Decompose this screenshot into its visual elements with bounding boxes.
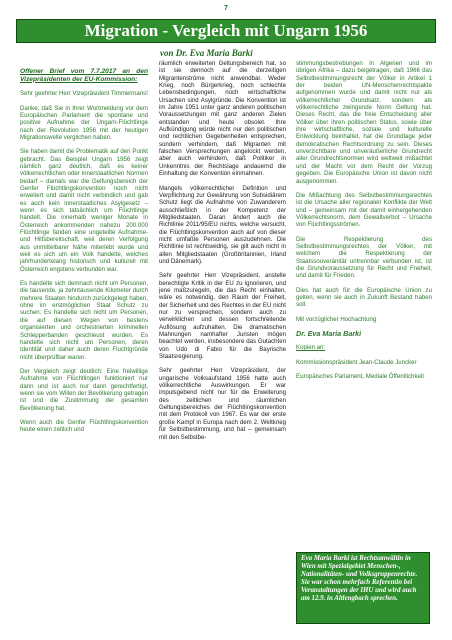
headline-banner: Migration - Vergleich mit Ungarn 1956 xyxy=(16,19,436,43)
paragraph: Sehr geehrter Herr Vizepräsident, der ungarische Volksaufstand 1956 hatte auch völkerrechtliche Auswirkungen. Er war impulsgebend nicht nur für die Erweiterung des zeitlichen und räumlichen Geltungsbereiches der Flüchtlingskonvention mit dem Protokoll von 1967. Es war der erste große Kampf in Europa nach dem 2. Weltkrieg für Selbstbestimmung, und hat – gemeinsam mit den Selbstbe- xyxy=(159,367,286,441)
article-column-2 xyxy=(159,60,286,448)
article-column-3 xyxy=(296,60,432,387)
paragraph: stimmungsbestrebungen in Algerien und im übrigen Afrika – dazu beigetragen, daß 1966 das Selbstbestimmungsrecht der Völker in Artikel 1 der beiden UN-Menschenrechtspakte aufgenommen wurde und damit nicht nur als völkerrechtlicher Grundsatz, sondern als völkerrechtliche zwingende Norm Geltung hat. Dieses Recht, das die freie Entscheidung aller Völker über ihren politischen Status, sowie über ihre wirtschaftliche, soziale und kulturelle Entwicklung beinhaltet, hat die Grundlage jeder demokratischen Rechtsordnung zu sein. Dieses unverzichtbare und unveräußerliche Grundrecht aller Grundrechtsnormen wird weltweit mißachtet und der Macht vor dem Recht der Vorzug gegeben. Die Europäische Union ist davon nicht ausgenommen. xyxy=(296,60,432,185)
article-column-1 xyxy=(20,68,148,441)
paragraph: Sehr geehrter Herr Vizepräsident, anstelle berechtigte Kritik in der EU zu ignorieren, und jene maßzuregeln, die das Recht einhalten, wäre es notwendig, den Raum der Freiheit, der Sicherheit und des Rechtes in der EU nicht nur zu versprechen, sondern auch zu verwirklichen und dessen fortschreitende Auflösung aufzuhalten. Die dramatischen Mahnungen namhafter Juristen mögen beachtet werden, insbesondere das Gutachten von Udo di Fabio für die Bayrische Staatsregierung. xyxy=(159,272,286,361)
signature: Dr. Eva Maria Barki xyxy=(296,329,362,338)
paragraph: Dies hat auch für die Europäische Union zu gelten, wenn sie auch in Zukunft Bestand haben soll. xyxy=(296,286,432,309)
paragraph: räumlich erweiterten Geltungsbereich hat, so ist sie dennoch auf die derzeitigen Migrantenströme nicht anwendbar. Weder Krieg, noch Bürgerkrieg, noch schlechte Lebensbedingungen, noch wirtschaftliche Ursachen sind Asylgründe. Die Konvention ist im Jahre 1951 unter ganz anderen politischen Voraussetzungen mit ganz anderen Zielen entstanden und heute obsolet. Ihre Aufkündigung würde nicht nur den politischen und rechtlichen Gegebenheiten entsprechen, sondern verhindern, daß Migranten mit falschen Versprechungen angelockt werden, aber auch verhindern, daß Politiker in Unkenntnis der Rechtslage andauernd die Einhaltung der Konvention einmahnen. xyxy=(159,60,286,178)
paragraph: Wenn auch die Genfer Flüchtlingskonvention heute einen zeitlich und xyxy=(20,418,148,434)
author-bio-box: Eva Maria Barki ist Rechtsanwältin in Wien mit Spezialgebiet Menschen-, Nationalitäten- und Volksgruppenrechte. Sie war schon mehrfach Referentin bei Veranstaltungen der IHU und wird auch am 12.9. in Altlengbach sprechen. xyxy=(296,552,430,624)
paragraph: Die Mißachtung des Selbstbestimmungsrechtes ist die Ursache aller regionalen Konflikte der Welt und – gemeinsam mit der damit einhergehenden Völkerrechtsnorm, dem Gewaltverbot – Ursache von Flüchtlingsströmen. xyxy=(296,191,432,229)
byline: von Dr. Eva Maria Barki xyxy=(160,48,253,58)
copies-recipient: Europäisches Parlament, Mediale Öffentlichkeit xyxy=(296,373,424,381)
paragraph: Mangels völkerrechtlicher Definition und Verpflichtung zur Gewährung von Subsidiärem Schutz liegt die Aufnahme von Zuwanderern ausschließlich in der Kompetenz der Mitgliedstaaten. Daran ändert auch die Richtlinie 2011/95/EU nichts, welche versucht, die Flüchtlingskonvention auch auf von dieser nicht umfaßte Personen auszudehnen. Die Richtlinie ist rechtswidrig, sie gilt auch nicht in allen Mitgliedstaaten (Großbritannien, Irland und Dänemark). xyxy=(159,184,286,265)
copies-label: Kopien an: xyxy=(296,344,326,352)
paragraph: Die Respektierung des Selbstbestimmungsrechtes der Völker, mit welchem die Respektierung der Staatssouveränität untrennbar verbunden ist, ist die Grundvoraussetzung für Recht und Freiheit, und damit für Frieden. xyxy=(296,235,432,280)
closing-line: Mit vorzüglicher Hochachtung xyxy=(296,315,377,323)
paragraph: Es handelte sich demnach nicht um Personen, die tausende, ja zehntausende Kilometer durch mehrere Staaten hindurch zurückgelegt haben, ohne im erstmöglichen Staat Schutz zu suchen. Es handelte sich nicht um Personen, die auf diesen Wegen von bestens organisierten und orchestrierten kriminellen Schlepperbanden geschleust wurden. Es handelte sich nicht um Personen, deren Identität und daher auch deren Fluchtgründe nicht überprüfbar waren. xyxy=(20,280,148,361)
copies-recipient: Kommissionspräsident Jean-Claude Juncker xyxy=(296,358,417,366)
page-number: 7 xyxy=(224,5,228,12)
letter-title: Offener Brief vom 7.7.2017 an den Vizepräsidenten der EU-Kommission: xyxy=(20,68,148,83)
paragraph: Danke, daß Sie in Ihrer Wortmeldung vor dem Europäischen Parlament die spontane und positive Aufnahme der Ungarn-Flüchtlinge nach der Revolution 1956 mit der heutigen Migrationswelle verglichen haben. xyxy=(20,104,148,141)
paragraph: Der Vergleich zeigt deutlich: Eine freiwillige Aufnahme von Flüchtlingen funktioniert nur dann und ist auch nur dann gerechtfertigt, wenn sie vom Willen der Bevölkerung getragen ist und die Zustimmung der gesamten Bevölkerung hat. xyxy=(20,367,148,412)
paragraph: Sie haben damit die Problematik auf den Punkt gebracht. Das Beispiel Ungarn 1956 zeigt nämlich ganz deutlich, daß es keiner völkerrechtlichen oder innerstaatlichen Normen bedarf – damals war die Gelfungsbereich der Genfer Flüchtlingskonvention noch nicht erweitert und damit nicht verbindlich und gab es auch kein innerstaatliches Asylgesetz – wenn es sich tatsächlich um Flüchtlinge handelt. Die innerhalb weniger Monate in Österreich ankommenden nahezu 200.000 Flüchtlinge fanden eine ungeteilte Aufnahme- und Hilfsbereitschaft, weil deren Verfolgung aus unmittelbarer Nähe miterlebt wurde und weil es sich um ein Volk handelte, welches jahrhundertelang historisch und kulturell mit Österreich engstens verbunden war. xyxy=(20,148,148,273)
salutation: Sehr geehrter Herr Vizepräsident Timmermans! xyxy=(20,90,148,98)
